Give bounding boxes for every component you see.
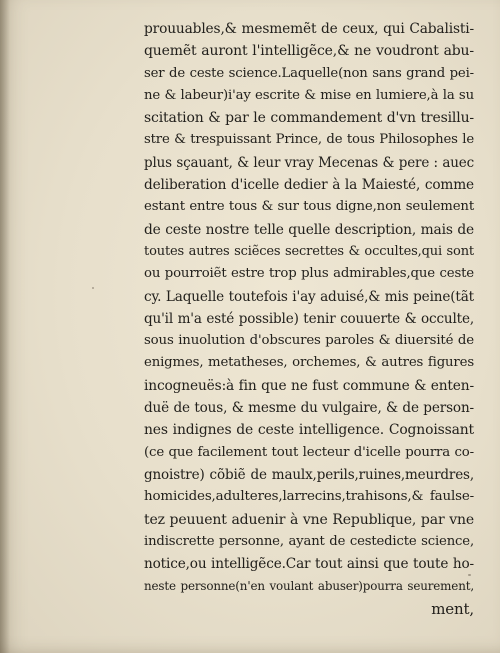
- text-line: prouuables,& mesmemẽt de ceux, qui Cabalisti-: [144, 21, 474, 37]
- text-line: estant entre tous & sur tous digne,non seulement: [144, 199, 474, 215]
- gutter-shadow: [0, 0, 10, 653]
- text-line: enigmes, metatheses, orchemes, & autres figures: [144, 355, 474, 371]
- text-line: plus sçauant, & leur vray Mecenas & pere : auec: [144, 154, 474, 171]
- text-line: stre & trespuissant Prince, de tous Philosophes le: [144, 132, 474, 148]
- text-line: ou pourroiẽt estre trop plus admirables,que ceste: [144, 266, 474, 282]
- text-line: sous inuolution d'obscures paroles & diuersité de: [144, 333, 474, 349]
- text-line: scitation & par le commandement d'vn tresillu-: [144, 110, 474, 127]
- text-line: duë de tous, & mesme du vulgaire, & de person-: [144, 400, 474, 417]
- text-line: ser de ceste science.Laquelle(non sans grand pei-: [144, 65, 474, 81]
- paper-speck: [92, 287, 94, 289]
- text-line: tez peuuent aduenir à vne Republique, par vne: [144, 511, 474, 528]
- text-line: gnoistre) cõbiẽ de maulx,perils,ruines,meurdres,: [144, 466, 474, 483]
- text-line: nes indignes de ceste intelligence. Cognoissant: [144, 422, 474, 439]
- text-line: homicides,adulteres,larrecins,trahisons,& faulse-: [144, 489, 474, 505]
- text-line: indiscrette personne, ayant de cestedicte science,: [144, 533, 474, 549]
- text-line: quemẽt auront l'intelligẽce,& ne voudront abu-: [144, 43, 474, 60]
- text-line: toutes autres sciẽces secrettes & occultes,qui sont: [144, 243, 474, 259]
- text-line: (ce que facilement tout lecteur d'icelle pourra co-: [144, 444, 474, 460]
- text-line: incogneuës:à fin que ne fust commune & enten-: [144, 377, 474, 394]
- text-line: cy. Laquelle toutefois i'ay aduisé,& mis peine(tãt: [144, 288, 474, 305]
- body-text: [144, 18, 474, 620]
- text-line: de ceste nostre telle quelle description, mais de: [144, 221, 474, 238]
- text-line: ne & labeur)i'ay escrite & mise en lumiere,à la su: [144, 87, 474, 103]
- text-line: notice,ou intelligẽce.Car tout ainsi que toute ho-: [144, 556, 474, 573]
- catchword: ment,: [431, 599, 474, 618]
- text-line: qu'il m'a esté possible) tenir couuerte & occulte,: [144, 310, 474, 327]
- text-line: deliberation d'icelle dedier à la Maiesté, comme: [144, 177, 474, 194]
- text-line: neste personne(n'en voulant abuser)pourra seurement,: [144, 579, 474, 594]
